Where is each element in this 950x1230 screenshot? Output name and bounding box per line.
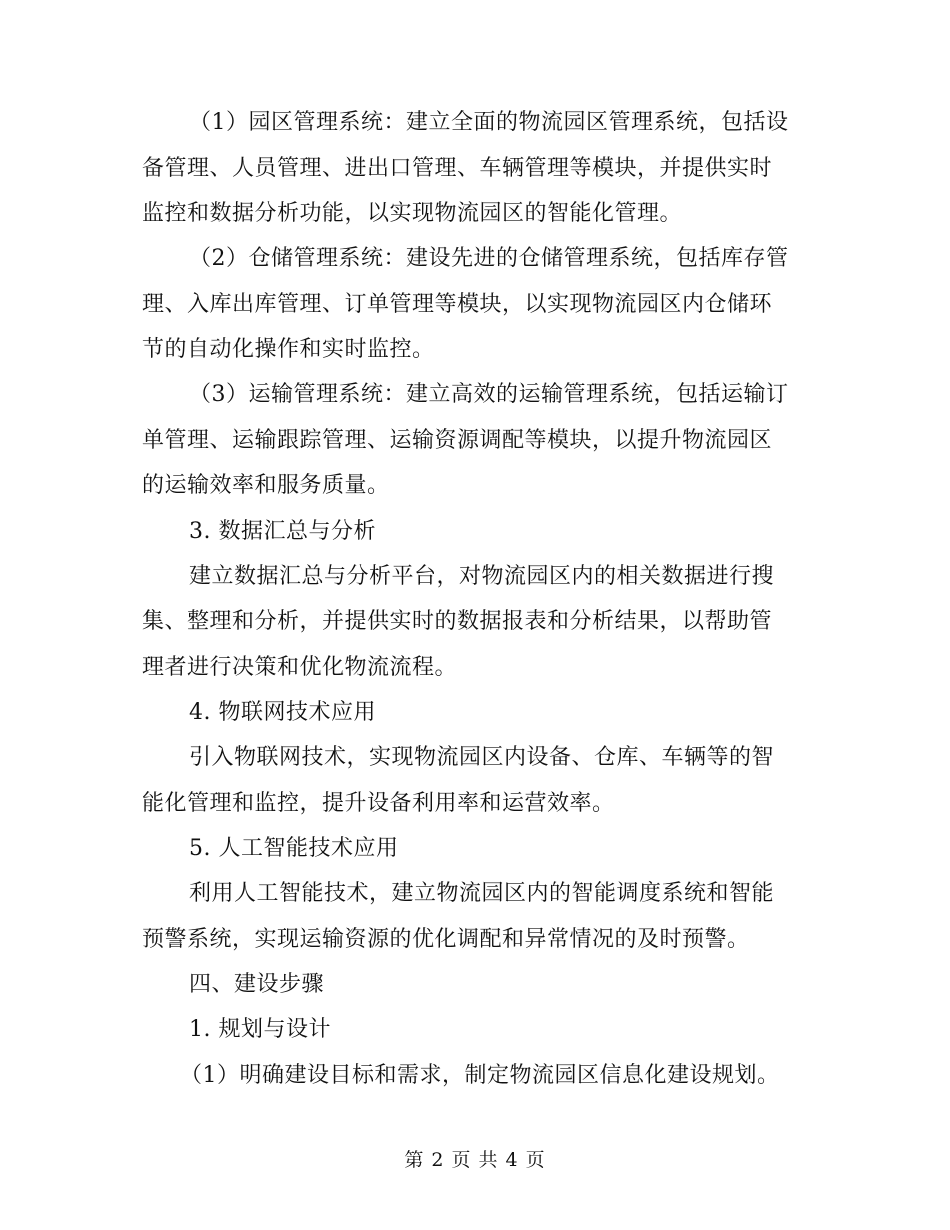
paragraph-line: 单管理、运输跟踪管理、运输资源调配等模块，以提升物流园区 <box>142 428 773 453</box>
paragraph-line: （1）园区管理系统：建立全面的物流园区管理系统，包括设 <box>189 110 789 135</box>
paragraph-line: 节的自动化操作和实时监控。 <box>142 337 435 362</box>
page-footer: 第 2 页 共 4 页 <box>404 1149 546 1171</box>
section-heading: 四、建设步骤 <box>189 972 325 997</box>
paragraph-line: 引入物联网技术，实现物流园区内设备、仓库、车辆等的智 <box>189 745 775 770</box>
paragraph-line: 集、整理和分析，并提供实时的数据报表和分析结果，以帮助管 <box>142 609 773 634</box>
paragraph-line: 利用人工智能技术，建立物流园区内的智能调度系统和智能 <box>189 881 775 906</box>
paragraph-line: 建立数据汇总与分析平台，对物流园区内的相关数据进行搜 <box>189 564 775 589</box>
paragraph-line: （3）运输管理系统：建立高效的运输管理系统，包括运输订 <box>189 382 789 407</box>
paragraph-line: 能化管理和监控，提升设备利用率和运营效率。 <box>142 791 615 816</box>
paragraph-line: 预警系统，实现运输资源的优化调配和异常情况的及时预警。 <box>142 927 750 952</box>
section-heading: 5. 人工智能技术应用 <box>189 836 399 861</box>
paragraph-line: 理、入库出库管理、订单管理等模块，以实现物流园区内仓储环 <box>142 292 773 317</box>
section-heading: 1. 规划与设计 <box>189 1017 331 1042</box>
paragraph-line: 的运输效率和服务质量。 <box>142 473 390 498</box>
paragraph-line: （2）仓储管理系统：建设先进的仓储管理系统，包括库存管 <box>189 246 789 271</box>
section-heading: 4. 物联网技术应用 <box>189 700 376 725</box>
paragraph-line: （1）明确建设目标和需求，制定物流园区信息化建设规划。 <box>180 1063 780 1088</box>
paragraph-line: 理者进行决策和优化物流流程。 <box>142 655 458 680</box>
paragraph-line: 监控和数据分析功能，以实现物流园区的智能化管理。 <box>142 201 683 226</box>
section-heading: 3. 数据汇总与分析 <box>189 519 376 544</box>
paragraph-line: 备管理、人员管理、进出口管理、车辆管理等模块，并提供实时 <box>142 156 773 181</box>
